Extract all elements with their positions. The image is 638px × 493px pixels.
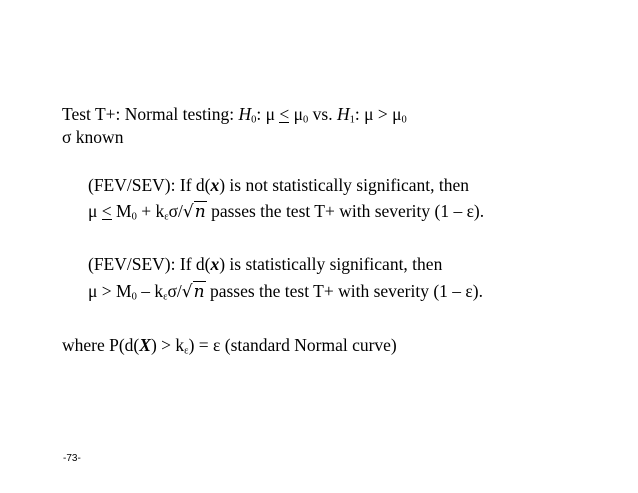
subscript: 0 <box>131 211 137 223</box>
subscript: ε <box>163 291 168 303</box>
sqrt-n-symbol <box>183 202 207 222</box>
math-text: μ <box>88 201 102 221</box>
test-heading-text: Test T+: Normal testing: <box>62 104 239 124</box>
sqrt-n-symbol <box>182 282 206 302</box>
alternative-hypothesis-symbol: H <box>336 104 350 124</box>
severity-bound-2 <box>88 281 483 302</box>
sigma-known-line: σ known <box>62 127 124 147</box>
math-text: μ <box>289 104 304 124</box>
math-text: + k <box>136 201 165 221</box>
subscript: 1 <box>349 114 355 126</box>
math-text: – k <box>136 281 164 301</box>
subscript: 0 <box>303 114 309 126</box>
less-equal-symbol: < <box>279 104 290 124</box>
X-random-variable: X <box>139 335 151 355</box>
math-text: passes the test T+ with severity (1 – ε). <box>206 201 485 221</box>
subscript: ε <box>184 345 189 357</box>
math-text: ) = ε (standard Normal curve) <box>188 335 397 355</box>
math-text: μ > M <box>88 281 132 301</box>
subscript: 0 <box>251 114 257 126</box>
subscript: ε <box>164 211 169 223</box>
page-number: -73- <box>63 453 81 464</box>
math-text: σ/ <box>168 201 183 221</box>
math-text: ) is statistically significant, then <box>219 254 443 274</box>
x-variable: x <box>210 254 220 274</box>
radical-sign: √ <box>182 202 194 222</box>
radical-sign: √ <box>181 282 193 302</box>
subscript: 0 <box>401 114 407 126</box>
fev-condition-1 <box>88 175 469 195</box>
fev-condition-2 <box>88 254 442 274</box>
math-text: : μ <box>256 104 280 124</box>
math-text: passes the test T+ with severity (1 – ε). <box>205 281 483 301</box>
math-text: ) is not statistically significant, then <box>219 175 470 195</box>
less-equal-symbol: < <box>101 201 112 221</box>
x-variable: x <box>210 175 220 195</box>
subscript: 0 <box>131 291 137 303</box>
math-text: where P(d( <box>62 335 140 355</box>
math-text: σ/ <box>167 281 182 301</box>
math-text: (FEV/SEV): If d( <box>88 254 211 274</box>
null-hypothesis-symbol: H <box>238 104 252 124</box>
radicand: n <box>194 202 206 222</box>
math-text: (FEV/SEV): If d( <box>88 175 211 195</box>
math-text: ) > k <box>150 335 185 355</box>
test-heading-line <box>62 104 407 124</box>
math-text: M <box>111 201 132 221</box>
severity-bound-1 <box>88 201 484 222</box>
where-definition-line <box>62 335 397 355</box>
math-text: vs. <box>308 104 337 124</box>
radicand: n <box>193 282 205 302</box>
math-text: : μ > μ <box>354 104 402 124</box>
